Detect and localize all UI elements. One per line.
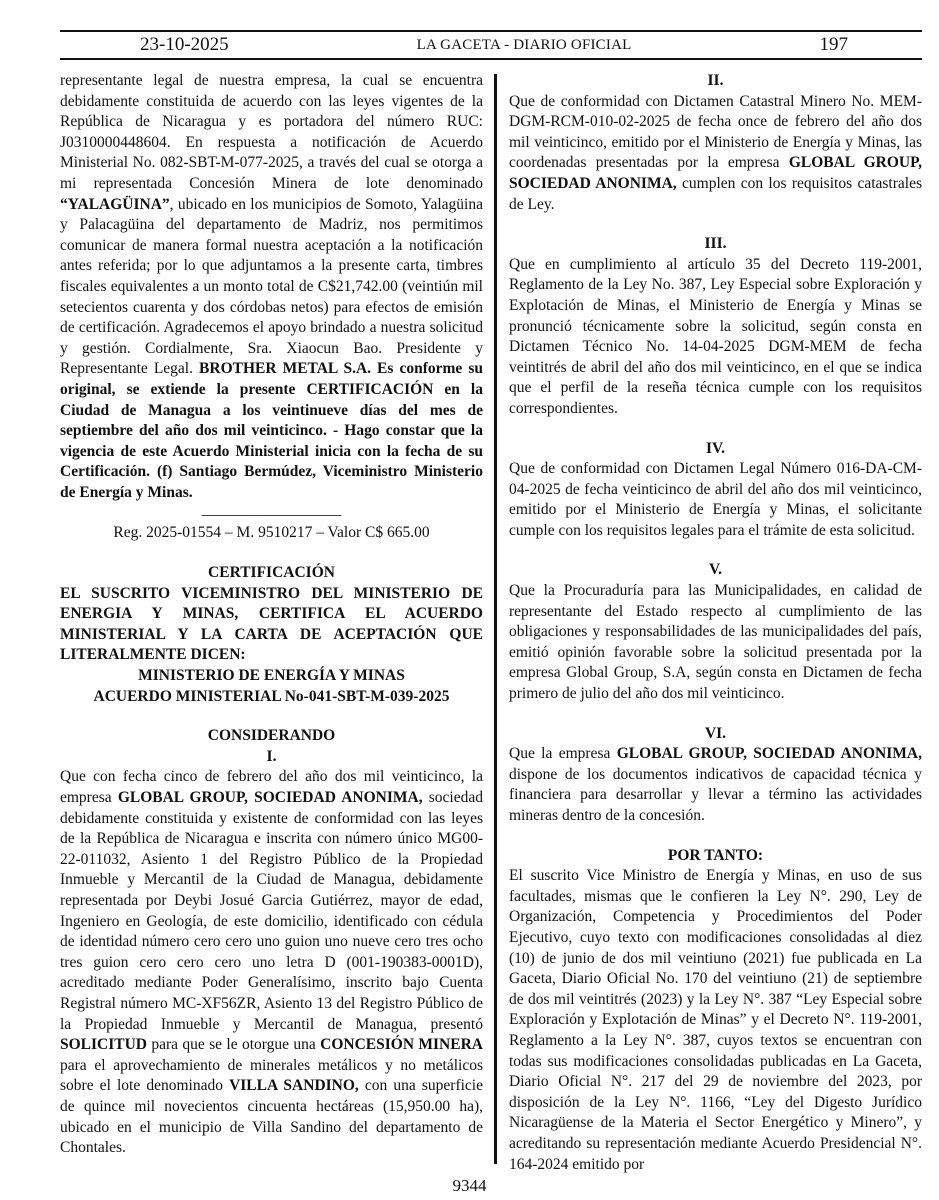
lote-name: “YALAGÜINA” [60, 195, 170, 213]
certification-body: EL SUSCRITO VICEMINISTRO DEL MINISTERIO DE ENERGIA Y MINAS, CERTIFICA EL ACUERDO MINISTERIAL Y LA CARTA DE ACEPTACIÓN QUE LITERALMENTE DICEN: [60, 584, 483, 664]
header-page-number: 197 [819, 34, 848, 55]
column-divider [494, 74, 497, 1164]
left-column [60, 71, 483, 1159]
section-vi-number: VI. [704, 724, 727, 742]
section-i-number: I. [266, 747, 277, 765]
section-v-paragraph: Que la Procuraduría para las Municipalidades, en calidad de representante del Estado respecto al cumplimiento de las obligaciones y responsabilidades de las municipalidades del país, emitió opinión favorable sobre la solicitud presentada por la empresa Global Group, S.A, según consta en Dictamen de fecha primero de julio del año dos mil veinticinco. [509, 582, 922, 703]
header-title: LA GACETA - DIARIO OFICIAL [416, 36, 632, 53]
section-iv-paragraph: Que de conformidad con Dictamen Legal Número 016-DA-CM-04-2025 de fecha veinticinco de abril del año dos mil veinticinco, emitido por el Ministerio de Energía y Minas, el solicitante cumple con los requisitos legales para el trámite de esta solicitud. [509, 460, 922, 539]
acceptance-letter-paragraph: representante legal de nuestra empresa, la cual se encuentra debidamente constituida de acuerdo con las leyes vigentes de la República de Nicaragua y es portadora del número RUC: J0310000448604. En respuesta a notificación de Acuerdo Ministerial No. 082-SBT-M-077-2025, a través del cual se otorga a mi representada Concesión Minera de lote denominado “YALAGÜINA”, ubicado en los municipios de Somoto, Yalagüina y Palacagüina del departamento de Madriz, nos permitimos comunicar de manera formal nuestra aceptación a la notificación antes referida; por lo que adjuntamos a la presente carta, timbres fiscales equivalentes a un monto total de C$21,742.00 (veintiún mil setecientos cuarenta y dos córdobas netos) para efectos de emisión de certificación. Agradecemos el apoyo brindado a nuestra solicitud y gestión. Cordialmente, Sra. Xiaocun Bao. Presidente y Representante Legal. BROTHER METAL S.A. Es conforme su original, se extiende la presente CERTIFICACIÓN en la Ciudad de Managua a los veintinueve días del mes de septiembre del año dos mil veinticinco. - Hago constar que la vigencia de este Acuerdo Ministerial inicia con la fecha de su Certificación. (f) Santiago Bermúdez, Viceministro Ministerio de Energía y Minas. [60, 72, 483, 501]
ministry-heading: MINISTERIO DE ENERGÍA Y MINAS [138, 667, 405, 685]
header-date: 23-10-2025 [140, 34, 229, 55]
right-column [509, 71, 922, 1175]
section-i-paragraph: Que con fecha cinco de febrero del año dos mil veinticinco, la empresa GLOBAL GROUP, SOCIEDAD ANONIMA, sociedad debidamente constituida y existente de conformidad con las leyes de la República de Nicaragua e inscrita con número único MG00-22-011032, Asiento 1 del Registro Público de la Propiedad Inmueble y Mercantil de la Ciudad de Managua, debidamente representada por Deybi Josué Garcia Gutiérrez, mayor de edad, Ingeniero en Geología, de este domicilio, identificado con cédula de identidad número cero cero uno guion uno nueve cero tres ocho tres guion cero cero cero uno letra D (001-190383-0001D), acreditado mediante Poder Generalísimo, inscrito bajo Cuenta Registral número MC-XF56ZR, Asiento 13 del Registro Público de la Propiedad Inmueble y Mercantil de Managua, presentó SOLICITUD para que se le otorgue una CONCESIÓN MINERA para el aprovechamiento de minerales metálicos y no metálicos sobre el lote denominado VILLA SANDINO, con una superficie de quince mil novecientos cincuenta hectáreas (15,950.00 ha), ubicado en el municipio de Villa Sandino del departamento de Chontales. [60, 768, 483, 1157]
separator-line: __________________ [201, 501, 342, 519]
certification-statement: BROTHER METAL S.A. Es conforme su original, se extiende la presente CERTIFICACIÓN en la Ciudad de Managua a los veintinueve días del mes de septiembre del año dos mil veinticinco. - Hago constar que la vigencia de este Acuerdo Ministerial inicia con la fecha de su Certificación. (f) Santiago Bermúdez, Viceministro Ministerio de Energía y Minas. [60, 360, 483, 501]
section-v-number: V. [708, 561, 723, 579]
section-ii-number: II. [707, 72, 724, 89]
section-iii-paragraph: Que en cumplimiento al artículo 35 del Decreto 119-2001, Reglamento de la Ley No. 387, Ley Especial sobre Exploración y Explotación de Minas, el Ministerio de Energía y Minas se pronunció técnicamente sobre la solicitud, según consta en Dictamen Técnico No. 14-04-2025 DGM-MEM de fecha veintitrés de abril del año dos mil veinticinco, en el que se indica que el perfil de la reseña técnica cumple con los requisitos correspondientes. [509, 255, 922, 417]
section-ii-paragraph: Que de conformidad con Dictamen Catastral Minero No. MEM-DGM-RCM-010-02-2025 de fecha once de febrero del año dos mil veinticinco, emitido por el Ministerio de Energía y Minas, las coordenadas presentadas por la empresa GLOBAL GROUP, SOCIEDAD ANONIMA, cumplen con los requisitos catastrales de Ley. [509, 92, 923, 213]
footer-number: 9344 [452, 1176, 487, 1195]
considerando-heading: CONSIDERANDO [207, 727, 336, 745]
section-iii-number: III. [704, 235, 727, 253]
certification-title: CERTIFICACIÓN [208, 564, 335, 582]
por-tanto-paragraph: El suscrito Vice Ministro de Energía y Minas, en uso de sus facultades, mismas que le confieren la Ley N°. 290, Ley de Organización, Competencia y Procedimientos del Poder Ejecutivo, cuyo texto con modificaciones consolidadas al diez (10) de junio de dos mil veintiuno (2021) fue publicada en La Gaceta, Diario Oficial No. 170 del veintiuno (21) de septiembre de dos mil veintitrés (2023) y la Ley N°. 387 “Ley Especial sobre Exploración y Explotación de Minas” y el Decreto N°. 119-2001, Reglamento a la Ley N°. 387, cuyos textos se encuentran con todas sus modificaciones consolidadas publicadas en La Gaceta, Diario Oficial N°. 217 del 29 de noviembre del 2023, por disposición de la Ley N°. 1166, “Ley del Digesto Jurídico Nicaragüense de la Materia el Sector Energético y Minero”, y acreditando su representación mediante Acuerdo Presidencial N°. 164-2024 emitido por [509, 867, 922, 1173]
registration-line: Reg. 2025-01554 – M. 9510217 – Valor C$ 665.00 [113, 524, 430, 542]
page-header [60, 30, 922, 60]
section-iv-number: IV. [705, 439, 726, 457]
section-vi-paragraph: Que la empresa GLOBAL GROUP, SOCIEDAD ANONIMA, dispone de los documentos indicativos de capacidad técnica y financiera para desarrollar y llevar a término las actividades mineras dentro de la concesión. [509, 745, 922, 824]
acuerdo-heading: ACUERDO MINISTERIAL No-041-SBT-M-039-2025 [93, 687, 450, 705]
por-tanto-heading: POR TANTO: [667, 846, 764, 864]
